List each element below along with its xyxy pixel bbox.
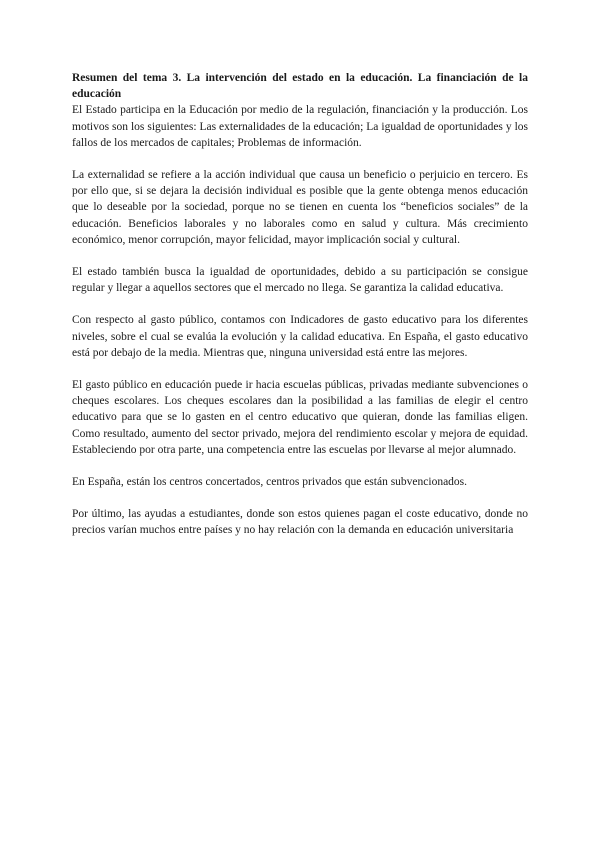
document-title: Resumen del tema 3. La intervención del estado en la educación. La financiación de la educación <box>72 72 528 101</box>
paragraph-public-spending: Con respecto al gasto público, contamos con Indicadores de gasto educativo para los diferentes niveles, sobre el cual se evalúa la evolución y la calidad educativa. En España, el gasto educativo está por debajo de la media. Mientras que, ninguna universidad está entre las mejores. <box>72 314 528 359</box>
paragraph-intro: El Estado participa en la Educación por medio de la regulación, financiación y la producción. Los motivos son los siguientes: Las externalidades de la educación; La igualdad de oportunidades y los fallos de los mercados de capitales; Problemas de información. <box>72 104 528 149</box>
paragraph-school-vouchers: El gasto público en educación puede ir hacia escuelas públicas, privadas mediante subvenciones o cheques escolares. Los cheques escolares dan la posibilidad a las familias de elegir el centro educativo para que se lo gasten en el centro educativo que quieran, donde las familias eligen. Como resultado, aumento del sector privado, mejora del rendimiento escolar y mejora de equidad. Estableciendo por otra parte, una competencia entre las escuelas por llevarse al mejor alumnado. <box>72 379 528 456</box>
paragraph-equality: El estado también busca la igualdad de oportunidades, debido a su participación se consigue regular y llegar a aquellos sectores que el mercado no llega. Se garantiza la calidad educativa. <box>72 266 528 295</box>
paragraph-externalities: La externalidad se refiere a la acción individual que causa un beneficio o perjuicio en tercero. Es por ello que, si se dejara la decisión individual es posible que la gente obtenga menos educación que lo deseable por la sociedad, porque no se tienen en cuenta los “beneficios sociales” de la educación. Beneficios laborales y no laborales como en salud y cultura. Más crecimiento económico, menor corrupción, mayor felicidad, mayor implicación social y cultural. <box>72 169 528 246</box>
paragraph-student-aid: Por último, las ayudas a estudiantes, donde son estos quienes pagan el coste educativo, donde no precios varían muchos entre países y no hay relación con la demanda en educación universitaria <box>72 508 528 537</box>
document-body <box>72 70 528 555</box>
paragraph-spain-centers: En España, están los centros concertados, centros privados que están subvencionados. <box>72 476 468 489</box>
